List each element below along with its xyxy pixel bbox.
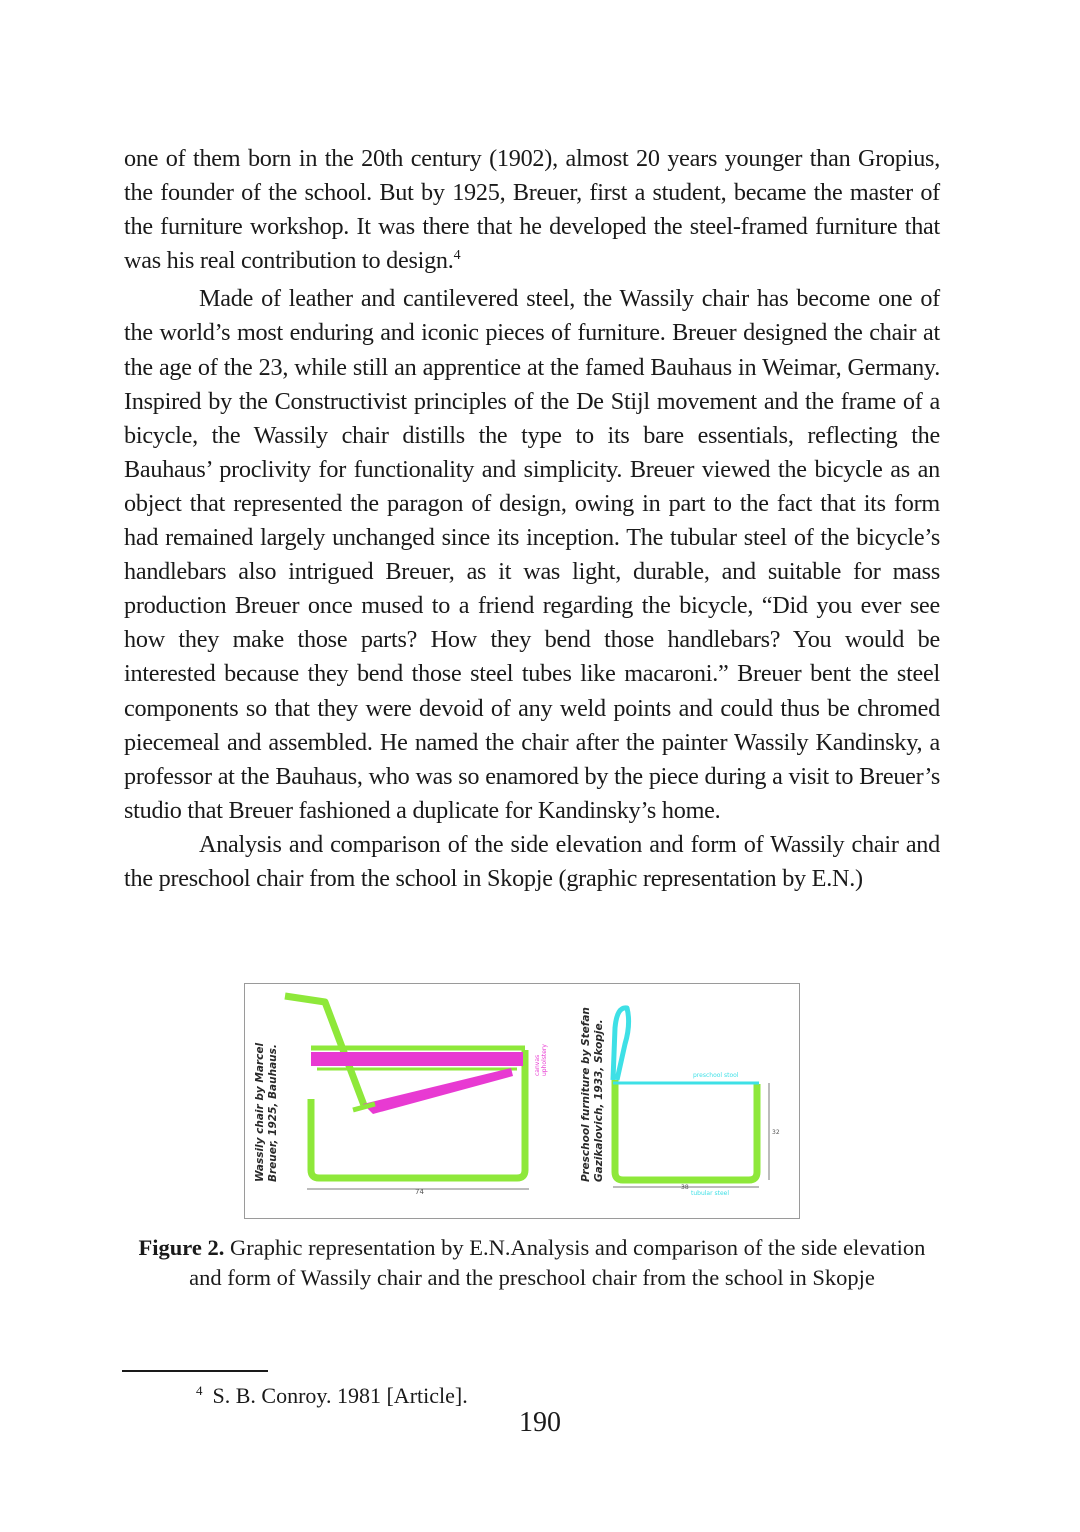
footnote-divider: [122, 1370, 268, 1372]
tubular-steel-label: tubular steel: [691, 1190, 730, 1197]
chair-comparison-diagram: [245, 984, 799, 1218]
body-text: [124, 142, 940, 896]
preschool-width-value: 38: [681, 1184, 689, 1191]
paragraph-3: Analysis and comparison of the side elevation and form of Wassily chair and the preschool chair from the school in Skopje (graphic representation by E.N.): [124, 830, 940, 892]
wassily-chair-drawing: [254, 996, 548, 1196]
figure-2: [244, 983, 800, 1219]
figure-caption-label: Figure 2.: [138, 1235, 225, 1260]
wassily-width-value: 74: [415, 1188, 424, 1196]
preschool-backrest: [613, 1008, 629, 1080]
figure-caption: [124, 1233, 940, 1292]
page-number: 190: [519, 1407, 561, 1438]
preschool-height-value: 32: [772, 1129, 780, 1136]
figure-caption-text: Graphic representation by E.N.Analysis and comparison of the side elevation and form of Wassily chair and the preschool chair from the school in Skopje: [189, 1235, 926, 1290]
paragraph-1: [124, 142, 940, 282]
upholstery-label-line1: canvas: [534, 1054, 541, 1076]
wassily-caption-line1: Wassily chair by Marcel: [254, 1042, 266, 1182]
upholstery-label-line2: upholstery: [541, 1044, 548, 1076]
footnote-text: S. B. Conroy. 1981 [Article].: [212, 1383, 468, 1408]
preschool-chair-drawing: [580, 1007, 780, 1197]
preschool-seat-label: preschool stool: [693, 1072, 739, 1079]
preschool-caption-line1: Preschool furniture by Stefan: [580, 1007, 592, 1182]
paragraph-2: Made of leather and cantilevered steel, the Wassily chair has become one of the world’s most enduring and iconic pieces of furniture. Breuer designed the chair at the age of the 23, while still an apprentice at the famed Bauhaus in Weimar, Germany. Inspired by the Constructivist principles of the De Stijl movement and the frame of a bicycle, the Wassily chair distills the type to its bare essentials, reflecting the Bauhaus’ proclivity for functionality and simplicity. Breuer viewed the bicycle as an object that represented the paragon of design, owing in part to the fact that its form had remained largely unchanged since its inception. The tubular steel of the bicycle’s handlebars also intrigued Breuer, as it was light, durable, and suitable for mass production Breuer once mused to a friend regarding the bicycle, “Did you ever see how they make those parts? How they bend those handlebars? You would be interested because they bend those steel tubes like macaroni.” Breuer bent the steel components so that they were devoid of any weld points and could thus be chromed piecemeal and assembled. He named the chair after the painter Wassily Kandinsky, a professor at the Bauhaus, who was so enamored by the piece during a visit to Breuer’s studio that Breuer fashioned a duplicate for Kandinsky’s home.: [124, 285, 940, 824]
preschool-frame: [615, 1080, 757, 1180]
footnote-reference[interactable]: 4: [453, 248, 461, 264]
wassily-back-upholstery: [363, 1068, 513, 1114]
wassily-seat-upholstery: [311, 1052, 523, 1066]
paragraph-1-text: one of them born in the 20th century (1902), almost 20 years younger than Gropius, the founder of the school. But by 1925, Breuer, first a student, became the master of the furniture workshop. It was there that he developed the steel-framed furniture that was his real contribution to design.: [124, 145, 940, 275]
wassily-caption-line2: Breuer, 1925, Bauhaus.: [267, 1044, 279, 1182]
footnote-mark: 4: [196, 1383, 203, 1398]
preschool-caption-line2: Gazikalovich, 1933, Skopje.: [593, 1019, 605, 1182]
